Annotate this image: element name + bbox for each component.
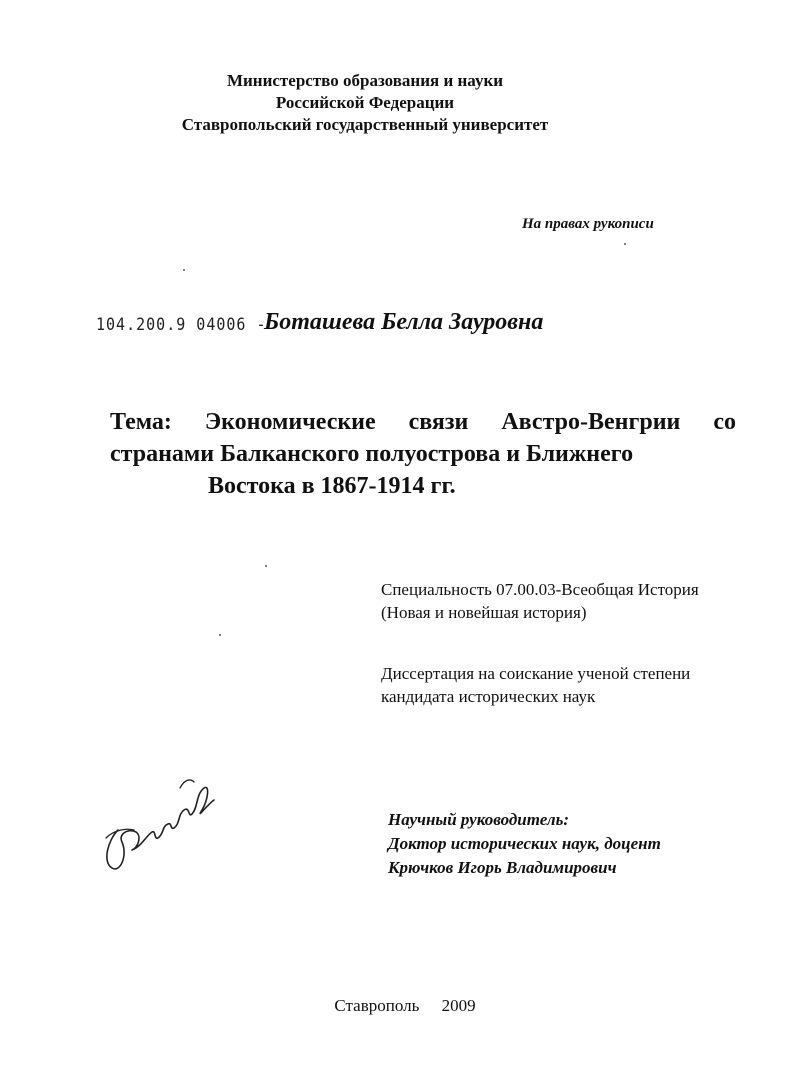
scan-speck — [183, 269, 185, 271]
topic-word: Австро-Венгрии — [501, 409, 681, 435]
registration-code: 104.200.9 04006 - — [96, 314, 267, 335]
supervisor-degree: Доктор исторических наук, доцент — [388, 834, 661, 853]
rights-note: На правах рукописи — [522, 216, 654, 232]
scan-speck — [624, 243, 626, 245]
city-year-footer — [0, 996, 792, 1016]
degree-line-1: Диссертация на соискание ученой степени — [381, 664, 691, 683]
topic-line-1 — [110, 406, 736, 438]
specialty-block — [381, 578, 699, 624]
scan-speck — [219, 634, 221, 636]
supervisor-block — [388, 808, 661, 880]
topic-word: Экономические — [204, 409, 376, 435]
university-line: Ставропольский государственный университет — [181, 115, 549, 134]
topic-line-3: Востока в 1867-1914 гг. — [208, 473, 456, 499]
supervisor-name: Крючков Игорь Владимирович — [388, 858, 617, 877]
year: 2009 — [441, 996, 476, 1015]
topic-word: Тема: — [110, 409, 172, 435]
federation-line: Российской Федерации — [275, 93, 455, 112]
city: Ставрополь — [334, 996, 420, 1015]
author-name: Боташева Белла Зауровна — [264, 309, 544, 335]
topic-word: связи — [408, 409, 469, 435]
supervisor-label: Научный руководитель: — [388, 810, 570, 829]
degree-block — [381, 662, 690, 708]
topic-line-2: странами Балканского полуострова и Ближнего — [110, 441, 634, 467]
topic-word: со — [713, 409, 736, 435]
ministry-line: Министерство образования и науки — [226, 71, 504, 90]
signature-icon — [98, 770, 228, 880]
degree-line-2: кандидата исторических наук — [381, 687, 596, 706]
dissertation-topic — [110, 406, 736, 502]
scan-speck — [265, 565, 267, 567]
specialty-code: Специальность 07.00.03-Всеобщая История — [381, 580, 699, 599]
specialty-name: (Новая и новейшая история) — [381, 603, 587, 622]
institution-header — [0, 70, 730, 136]
